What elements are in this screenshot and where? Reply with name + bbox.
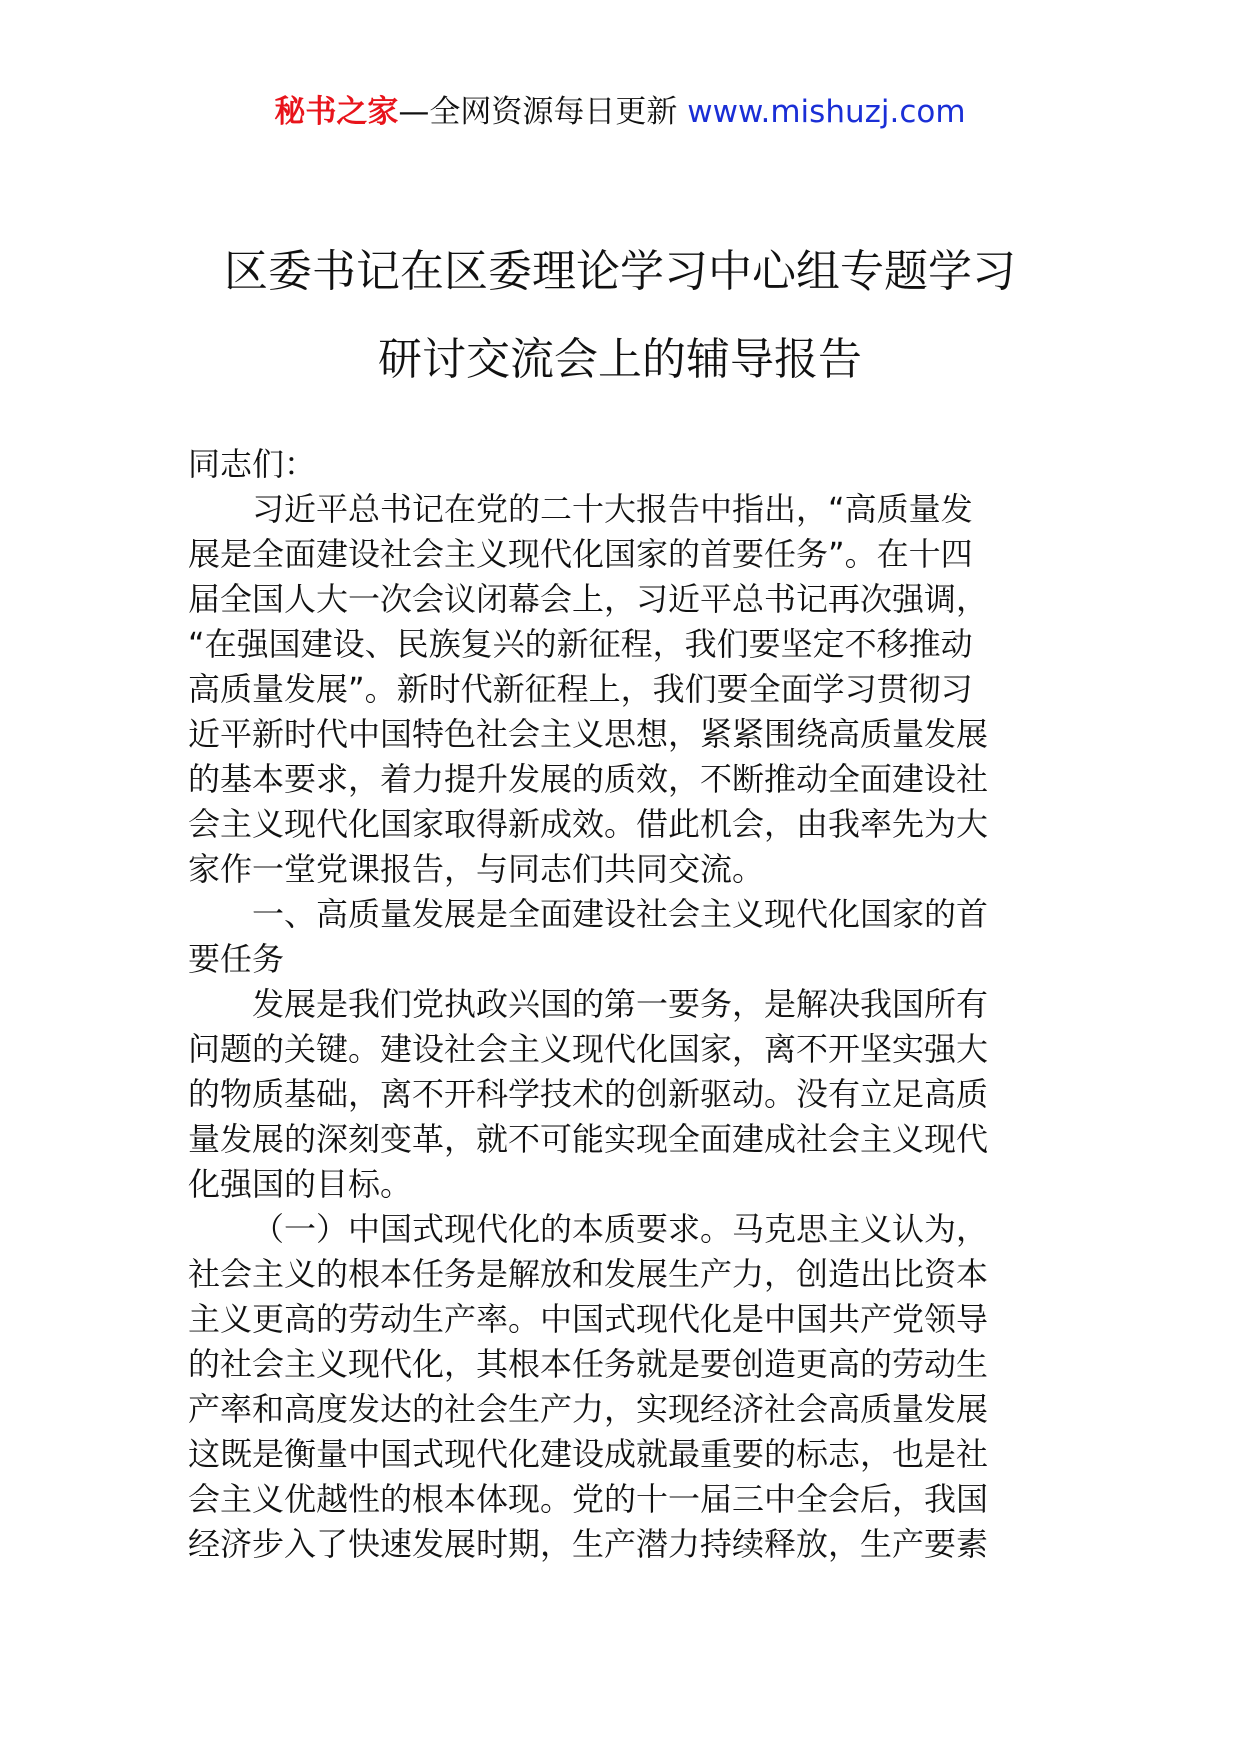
paragraph-line: 化强国的目标。 xyxy=(188,1165,413,1203)
paragraph-line: 主义更高的劳动生产率。中国式现代化是中国共产党领导 xyxy=(188,1300,989,1338)
paragraph-line: 届全国人大一次会议闭幕会上，习近平总书记再次强调， xyxy=(188,580,989,618)
site-header xyxy=(0,92,1240,132)
paragraph-line: 近平新时代中国特色社会主义思想，紧紧围绕高质量发展 xyxy=(188,715,989,753)
paragraph-line: 的社会主义现代化，其根本任务就是要创造更高的劳动生 xyxy=(188,1345,989,1383)
paragraph-line: 经济步入了快速发展时期，生产潜力持续释放，生产要素 xyxy=(188,1525,989,1563)
paragraph-line: 产率和高度发达的社会生产力，实现经济社会高质量发展 xyxy=(188,1390,989,1428)
title-line-2: 研讨交流会上的辅导报告 xyxy=(378,334,862,385)
paragraph-line: 的物质基础，离不开科学技术的创新驱动。没有立足高质 xyxy=(188,1075,989,1113)
paragraph-line: 家作一堂党课报告，与同志们共同交流。 xyxy=(188,850,765,888)
salutation: 同志们： xyxy=(188,445,317,483)
section-heading-line: 一、高质量发展是全面建设社会主义现代化国家的首 xyxy=(252,895,989,933)
paragraph-line: 高质量发展”。新时代新征程上，我们要全面学习贯彻习 xyxy=(188,670,973,708)
paragraph-line: 社会主义的根本任务是解放和发展生产力，创造出比资本 xyxy=(188,1255,989,1293)
paragraph-line: 的基本要求，着力提升发展的质效，不断推动全面建设社 xyxy=(188,760,989,798)
paragraph-line: 展是全面建设社会主义现代化国家的首要任务”。在十四 xyxy=(188,535,973,573)
document-title xyxy=(0,228,1240,404)
paragraph-line: 习近平总书记在党的二十大报告中指出，“高质量发 xyxy=(252,490,973,528)
paragraph-line: 量发展的深刻变革，就不可能实现全面建成社会主义现代 xyxy=(188,1120,989,1158)
header-tagline: —全网资源每日更新 xyxy=(398,94,688,130)
paragraph-line: “在强国建设、民族复兴的新征程，我们要坚定不移推动 xyxy=(188,625,973,663)
document-body xyxy=(188,442,1056,1567)
brand-name: 秘书之家 xyxy=(274,94,399,130)
paragraph-line: 会主义现代化国家取得新成效。借此机会，由我率先为大 xyxy=(188,805,989,843)
paragraph-line: 问题的关键。建设社会主义现代化国家，离不开坚实强大 xyxy=(188,1030,989,1068)
paragraph-line: 发展是我们党执政兴国的第一要务，是解决我国所有 xyxy=(252,985,989,1023)
subsection-line: （一）中国式现代化的本质要求。马克思主义认为， xyxy=(252,1210,989,1248)
section-heading-line: 要任务 xyxy=(188,940,285,978)
site-url-link[interactable]: www.mishuzj.com xyxy=(687,94,966,130)
paragraph-line: 这既是衡量中国式现代化建设成就最重要的标志，也是社 xyxy=(188,1435,989,1473)
paragraph-line: 会主义优越性的根本体现。党的十一届三中全会后，我国 xyxy=(188,1480,989,1518)
title-line-1: 区委书记在区委理论学习中心组专题学习 xyxy=(224,246,1016,297)
